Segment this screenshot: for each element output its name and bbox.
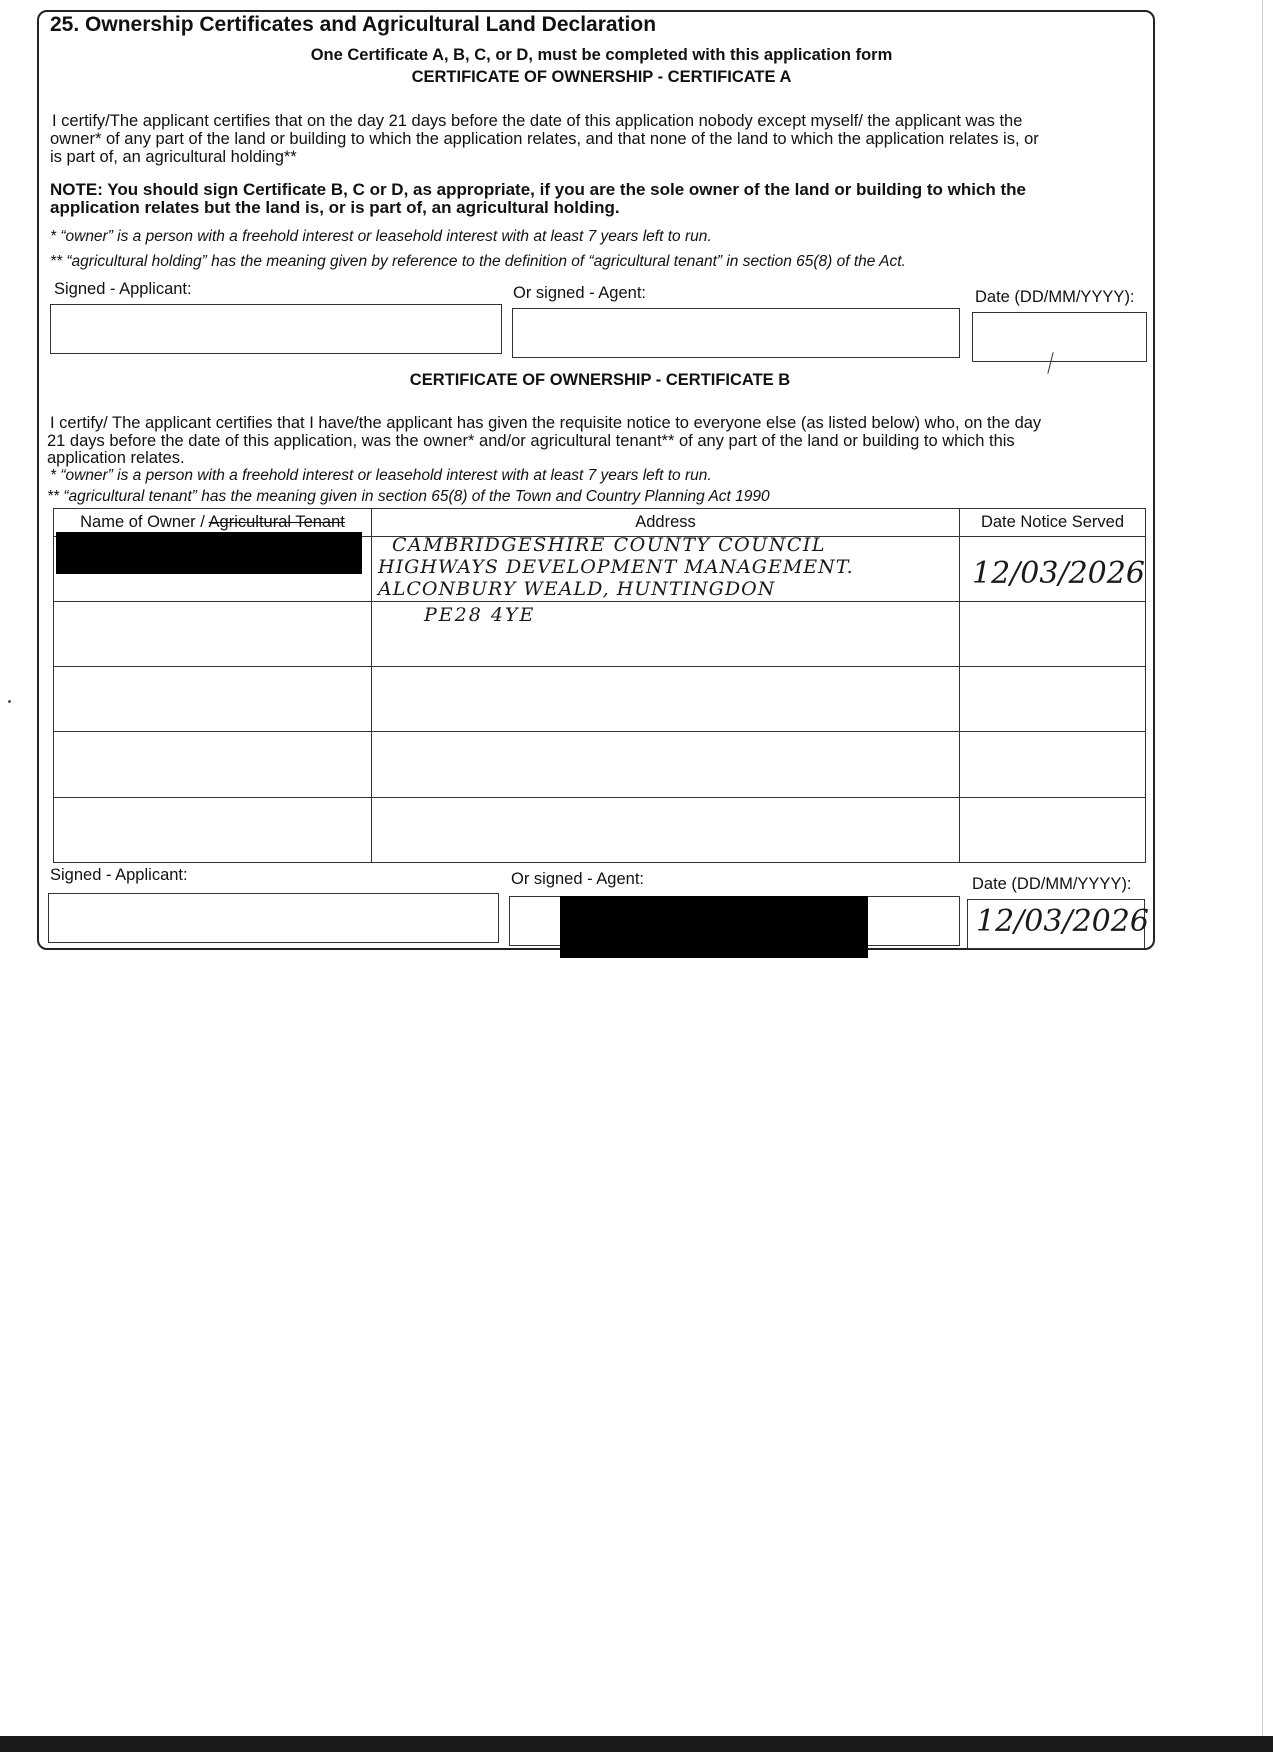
scan-right-edge bbox=[1262, 0, 1263, 1736]
handwritten-address-line-3: ALCONBURY WEALD, HUNTINGDON bbox=[378, 578, 776, 600]
cert-a-applicant-signature-field[interactable] bbox=[50, 304, 502, 354]
cert-b-agent-label: Or signed - Agent: bbox=[511, 870, 644, 888]
redacted-agent-signature bbox=[560, 896, 868, 958]
table-row bbox=[54, 732, 1146, 797]
redacted-owner-name bbox=[56, 532, 362, 574]
table-row bbox=[54, 797, 1146, 862]
owner-address-cell[interactable] bbox=[372, 732, 960, 797]
cert-a-line-2: owner* of any part of the land or building to which the application relates, and that none of the land to which the application relates is, or bbox=[50, 130, 1039, 148]
cert-b-applicant-signature-field[interactable] bbox=[48, 893, 499, 943]
cert-b-heading: CERTIFICATE OF OWNERSHIP - CERTIFICATE B bbox=[409, 371, 791, 389]
handwritten-address-line-1: CAMBRIDGESHIRE COUNTY COUNCIL bbox=[392, 534, 826, 556]
cert-b-line-1: I certify/ The applicant certifies that I have/the applicant has given the requisite notice to everyone else (as listed below) who, on the day bbox=[50, 414, 1042, 432]
cert-a-date-field[interactable] bbox=[972, 312, 1147, 362]
cert-a-line-3: is part of, an agricultural holding** bbox=[50, 148, 297, 166]
owner-name-cell[interactable] bbox=[54, 601, 372, 666]
handwritten-signed-date: 12/03/2026 bbox=[976, 904, 1149, 939]
column-header-name-text: Name of Owner / bbox=[80, 512, 209, 531]
column-header-struck-text: Agricultural Tenant bbox=[208, 512, 345, 531]
handwritten-address-line-2: HIGHWAYS DEVELOPMENT MANAGEMENT. bbox=[378, 556, 854, 578]
owner-address-cell[interactable] bbox=[372, 667, 960, 732]
cert-b-date-label: Date (DD/MM/YYYY): bbox=[972, 875, 1132, 893]
notice-date-cell[interactable] bbox=[960, 667, 1146, 732]
cert-a-heading: CERTIFICATE OF OWNERSHIP - CERTIFICATE A bbox=[411, 68, 792, 86]
cert-a-note-1: NOTE: You should sign Certificate B, C or D, as appropriate, if you are the sole owner of the land or building to which the bbox=[50, 180, 1027, 199]
scan-bottom-edge bbox=[0, 1736, 1273, 1752]
cert-b-applicant-label: Signed - Applicant: bbox=[50, 866, 188, 884]
cert-a-agent-label: Or signed - Agent: bbox=[513, 284, 646, 302]
notice-date-cell[interactable] bbox=[960, 797, 1146, 862]
notice-date-cell[interactable] bbox=[960, 732, 1146, 797]
handwritten-address-line-4: PE28 4YE bbox=[424, 604, 536, 626]
cert-a-footnote-owner: * “owner” is a person with a freehold interest or leasehold interest with at least 7 years left to run. bbox=[50, 228, 712, 245]
table-row bbox=[54, 667, 1146, 732]
cert-a-note-2: application relates but the land is, or is part of, an agricultural holding. bbox=[50, 198, 620, 217]
cert-a-date-label: Date (DD/MM/YYYY): bbox=[975, 288, 1135, 306]
cert-b-line-3: application relates. bbox=[47, 449, 185, 467]
cert-b-footnote-owner: * “owner” is a person with a freehold interest or leasehold interest with at least 7 years left to run. bbox=[50, 467, 712, 484]
cert-b-footnote-tenant: ** “agricultural tenant” has the meaning given in section 65(8) of the Town and Country Planning Act 1990 bbox=[47, 488, 770, 505]
owner-name-cell[interactable] bbox=[54, 667, 372, 732]
cert-b-line-2: 21 days before the date of this application, was the owner* and/or agricultural tenant** of any part of the land or building to which this bbox=[47, 432, 1015, 450]
column-header-date: Date Notice Served bbox=[960, 509, 1146, 537]
scan-speck bbox=[8, 700, 11, 703]
owner-address-cell[interactable] bbox=[372, 797, 960, 862]
notice-date-cell[interactable] bbox=[960, 601, 1146, 666]
cert-a-footnote-holding: ** “agricultural holding” has the meaning given by reference to the definition of “agricultural tenant” in section 65(8) of the Act. bbox=[50, 253, 906, 270]
handwritten-notice-date: 12/03/2026 bbox=[972, 556, 1145, 591]
table-row bbox=[54, 601, 1146, 666]
cert-a-line-1: I certify/The applicant certifies that on the day 21 days before the date of this application nobody except myself/ the applicant was the bbox=[52, 112, 1023, 130]
owner-name-cell[interactable] bbox=[54, 732, 372, 797]
intro-text: One Certificate A, B, C, or D, must be completed with this application form bbox=[310, 46, 893, 64]
cert-a-applicant-label: Signed - Applicant: bbox=[54, 280, 192, 298]
owner-name-cell[interactable] bbox=[54, 797, 372, 862]
column-header-address: Address bbox=[372, 509, 960, 537]
cert-a-agent-signature-field[interactable] bbox=[512, 308, 960, 358]
section-title: 25. Ownership Certificates and Agricultural Land Declaration bbox=[50, 13, 657, 36]
